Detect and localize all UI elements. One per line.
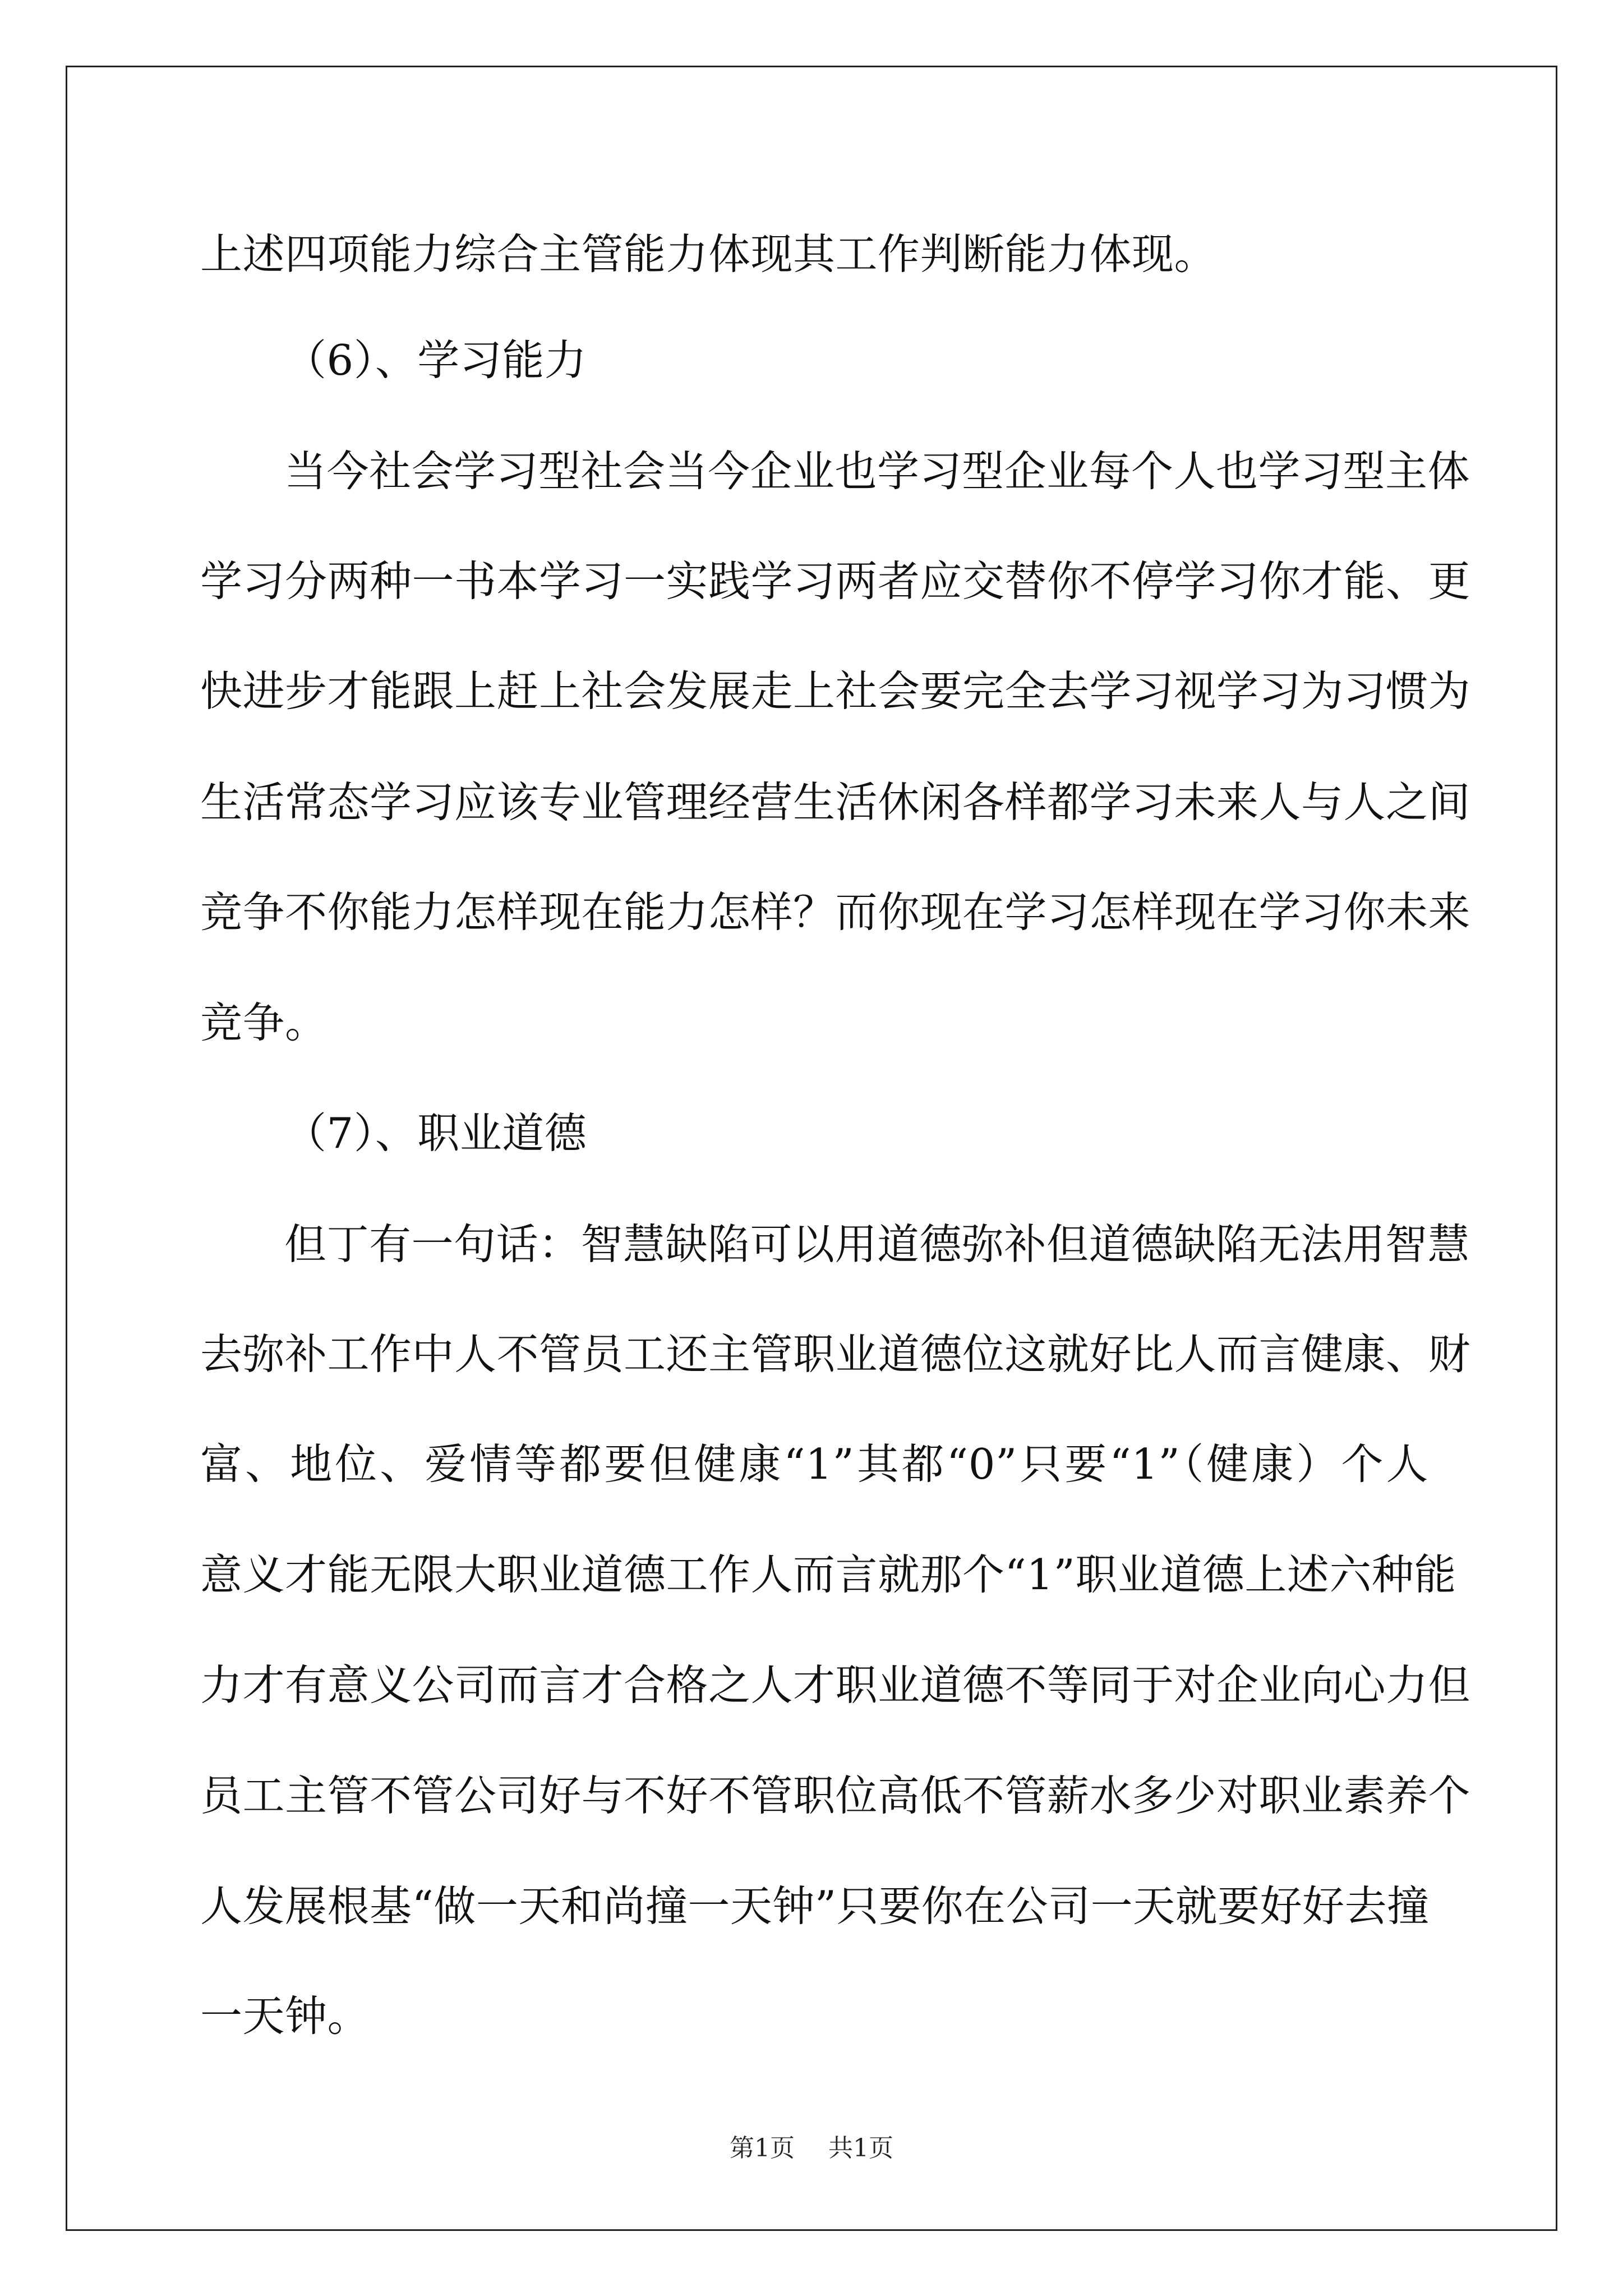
paragraph-line: 当今社会学习型社会当今企业也学习型企业每个人也学习型主体 — [284, 447, 1470, 496]
paragraph-line: 上述四项能力综合主管能力体现其工作判断能力体现。 — [200, 229, 1217, 279]
paragraph-line: 人发展根基“做一天和尚撞一天钟”只要你在公司一天就要好好去撞 — [200, 1881, 1430, 1931]
paragraph-line: 员工主管不管公司好与不好不管职位高低不管薪水多少对职业素养个 — [200, 1771, 1471, 1820]
section-heading-ethics: （7）、职业道德 — [284, 1108, 587, 1158]
paragraph-line: 但丁有一句话：智慧缺陷可以用道德弥补但道德缺陷无法用智慧 — [284, 1220, 1470, 1269]
paragraph-line: 一天钟。 — [200, 1991, 370, 2041]
paragraph-line: 快进步才能跟上赶上社会发展走上社会要完全去学习视学习为习惯为 — [200, 666, 1471, 716]
paragraph-line: 学习分两种一书本学习一实践学习两者应交替你不停学习你才能、更 — [200, 556, 1471, 606]
page-number-total: 共1页 — [828, 2134, 893, 2162]
paragraph-line: 竞争。 — [200, 998, 328, 1047]
page-number-current: 第1页 — [730, 2134, 795, 2162]
page-footer — [0, 2132, 1623, 2165]
section-heading-learning: （6）、学习能力 — [284, 335, 587, 385]
paragraph-line: 力才有意义公司而言才合格之人才职业道德不等同于对企业向心力但 — [200, 1660, 1471, 1710]
paragraph-line: 富、地位、爱情等都要但健康“1”其都“0”只要“1”（健康）个人 — [200, 1439, 1428, 1489]
paragraph-line: 意义才能无限大职业道德工作人而言就那个“1”职业道德上述六种能 — [200, 1550, 1456, 1599]
paragraph-line: 去弥补工作中人不管员工还主管职业道德位这就好比人而言健康、财 — [200, 1329, 1471, 1379]
paragraph-line: 竞争不你能力怎样现在能力怎样？而你现在学习怎样现在学习你未来 — [200, 887, 1471, 937]
paragraph-line: 生活常态学习应该专业管理经营生活休闲各样都学习未来人与人之间 — [200, 777, 1471, 827]
